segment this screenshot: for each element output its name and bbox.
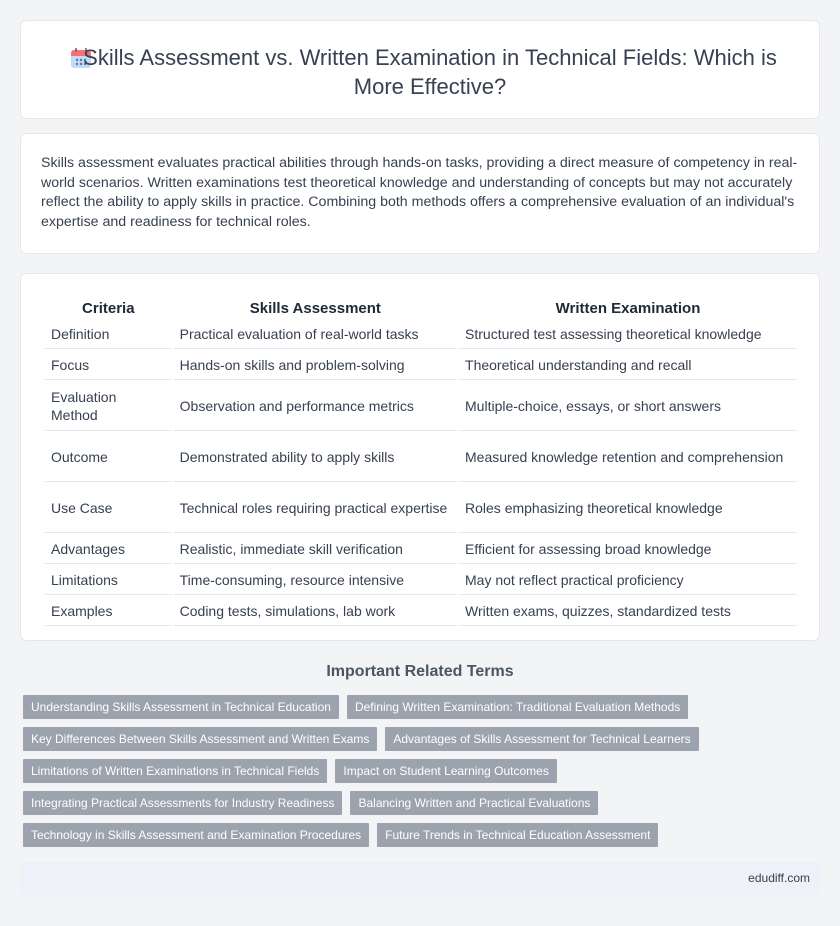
- column-header: Skills Assessment: [249, 299, 381, 317]
- table-cell: Multiple-choice, essays, or short answers: [459, 382, 797, 431]
- related-term-tag[interactable]: Understanding Skills Assessment in Technical Education: [23, 695, 339, 719]
- table-cell: Practical evaluation of real-world tasks: [174, 320, 457, 349]
- table-cell: Definition: [45, 320, 172, 349]
- related-term-tag[interactable]: Key Differences Between Skills Assessment and Written Exams: [23, 727, 377, 751]
- table-row: [45, 566, 797, 595]
- table-cell: Focus: [45, 351, 172, 380]
- table-cell: Hands-on skills and problem-solving: [174, 351, 457, 380]
- column-header: Criteria: [82, 299, 135, 317]
- table-row: [45, 484, 797, 533]
- table-cell: Measured knowledge retention and comprehension: [459, 433, 797, 482]
- table-cell: Efficient for assessing broad knowledge: [459, 535, 797, 564]
- related-terms-list: [23, 695, 823, 855]
- related-term-tag[interactable]: Future Trends in Technical Education Assessment: [377, 823, 658, 847]
- table-cell: Time-consuming, resource intensive: [174, 566, 457, 595]
- table-row: [45, 433, 797, 482]
- table-row: [45, 351, 797, 380]
- table-row: [45, 597, 797, 626]
- related-terms-heading: Important Related Terms: [326, 663, 514, 680]
- table-cell: Structured test assessing theoretical knowledge: [459, 320, 797, 349]
- table-cell: Roles emphasizing theoretical knowledge: [459, 484, 797, 533]
- table-cell: Examples: [45, 597, 172, 626]
- table-cell: Limitations: [45, 566, 172, 595]
- table-cell: Theoretical understanding and recall: [459, 351, 797, 380]
- table-cell: Written exams, quizzes, standardized tests: [459, 597, 797, 626]
- related-term-tag[interactable]: Advantages of Skills Assessment for Technical Learners: [385, 727, 698, 751]
- table-cell: Outcome: [45, 433, 172, 482]
- table-cell: Use Case: [45, 484, 172, 533]
- related-term-tag[interactable]: Technology in Skills Assessment and Examination Procedures: [23, 823, 369, 847]
- table-row: [45, 535, 797, 564]
- table-cell: May not reflect practical proficiency: [459, 566, 797, 595]
- title-card: [20, 20, 820, 119]
- intro-card: [20, 133, 820, 254]
- column-header: Written Examination: [555, 299, 701, 317]
- comparison-table: [43, 296, 799, 628]
- related-term-tag[interactable]: Balancing Written and Practical Evaluations: [350, 791, 598, 815]
- footer: [20, 862, 820, 895]
- table-cell: Demonstrated ability to apply skills: [174, 433, 457, 482]
- table-row: [45, 320, 797, 349]
- table-cell: Realistic, immediate skill verification: [174, 535, 457, 564]
- comparison-table-card: [20, 273, 820, 641]
- table-cell: Evaluation Method: [45, 382, 172, 431]
- related-term-tag[interactable]: Limitations of Written Examinations in Technical Fields: [23, 759, 327, 783]
- table-header-row: [45, 298, 797, 318]
- related-term-tag[interactable]: Impact on Student Learning Outcomes: [335, 759, 556, 783]
- table-cell: Technical roles requiring practical expertise: [174, 484, 457, 533]
- table-cell: Advantages: [45, 535, 172, 564]
- footer-brand[interactable]: edudiff.com: [748, 871, 810, 885]
- table-cell: Observation and performance metrics: [174, 382, 457, 431]
- table-cell: Coding tests, simulations, lab work: [174, 597, 457, 626]
- intro-paragraph: Skills assessment evaluates practical abilities through hands-on tasks, providing a direct measure of competency in real-world scenarios. Written examinations test theoretical knowledge and understanding of concepts but may not accurately reflect the ability to apply skills in practice. Combining both methods offers a comprehensive evaluation of an individual's expertise and readiness for technical roles.: [41, 155, 798, 230]
- related-term-tag[interactable]: Integrating Practical Assessments for Industry Readiness: [23, 791, 342, 815]
- related-term-tag[interactable]: Defining Written Examination: Traditional Evaluation Methods: [347, 695, 688, 719]
- table-row: [45, 382, 797, 431]
- page-title: Skills Assessment vs. Written Examination in Technical Fields: Which is More Effective?: [83, 45, 777, 99]
